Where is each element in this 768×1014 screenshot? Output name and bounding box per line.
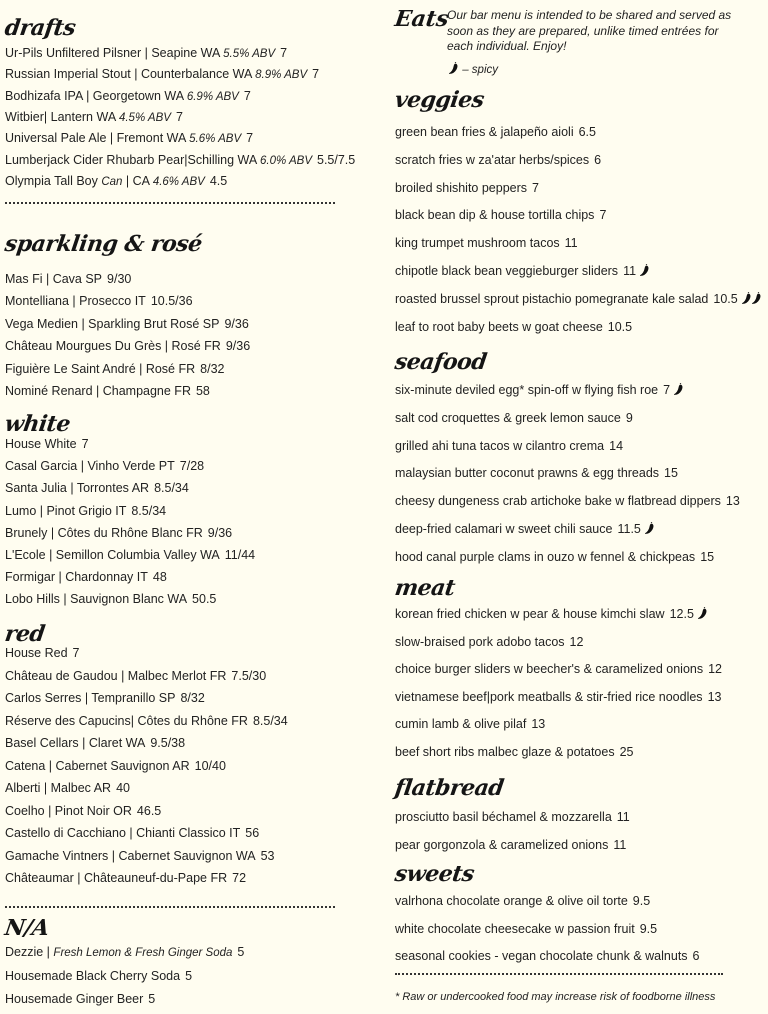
item-name: Olympia Tall Boy: [5, 173, 98, 188]
menu-item: [5, 825, 259, 841]
item-price: 7: [280, 46, 288, 60]
menu-item: [5, 293, 193, 309]
item-name: Lumo | Pinot Grigio IT: [5, 503, 127, 518]
item-price: 56: [245, 826, 260, 840]
item-name: pear gorgonzola & caramelized onions: [395, 837, 609, 852]
item-price: 7: [663, 383, 671, 397]
item-price: 11: [613, 837, 627, 852]
item-name: Vega Medien | Sparkling Brut Rosé SP: [5, 316, 220, 331]
item-name: Carlos Serres | Tempranillo SP: [5, 691, 176, 705]
chili-icon: [674, 383, 684, 395]
divider: [5, 906, 335, 908]
chili-icon: [645, 522, 655, 534]
white-heading: white: [3, 411, 72, 437]
menu-item: [395, 235, 578, 251]
menu-item: [5, 803, 161, 819]
item-name: grilled ahi tuna tacos w cilantro crema: [395, 438, 605, 453]
item-price: 12.5: [669, 607, 694, 621]
item-price: 7: [81, 437, 89, 451]
item-abv: 8.9% ABV: [255, 69, 308, 82]
item-price: 7: [175, 109, 183, 124]
item-price: 7: [72, 646, 80, 660]
item-price: 9/36: [225, 339, 251, 354]
menu-item: [395, 465, 678, 481]
item-price: 7: [532, 180, 539, 195]
item-name: Formigar | Chardonnay IT: [5, 570, 148, 585]
menu-item: [5, 436, 89, 452]
item-price: 9/36: [207, 525, 233, 540]
item-name: Bodhizafa IPA | Georgetown WA: [5, 88, 184, 103]
item-name: Housemade Ginger Beer: [5, 992, 144, 1006]
menu-item: [5, 383, 210, 399]
item-name: Brunely | Côtes du Rhône Blanc FR: [5, 525, 203, 540]
item-name: Mas Fi | Cava SP: [5, 272, 103, 286]
item-name: Housemade Black Cherry Soda: [5, 968, 181, 983]
item-price: 50.5: [192, 592, 217, 607]
item-price: 6.5: [578, 125, 596, 139]
item-abv: 4.5% ABV: [118, 111, 171, 124]
item-name: Coelho | Pinot Noir OR: [5, 803, 132, 818]
item-name: cumin lamb & olive pilaf: [395, 717, 527, 732]
item-name: hood canal purple clams in ouzo w fennel & chickpeas: [395, 549, 696, 564]
menu-item: [395, 410, 633, 426]
item-price: 11/44: [224, 548, 256, 562]
item-price: 15: [700, 549, 715, 564]
item-price: 7/28: [179, 459, 205, 474]
item-name: seasonal cookies - vegan chocolate chunk & walnuts: [395, 949, 688, 963]
item-name: six-minute deviled egg* spin-off w flying fish roe: [395, 383, 659, 397]
item-name: green bean fries & jalapeño aioli: [395, 125, 574, 139]
menu-item: [395, 438, 623, 454]
menu-item: [5, 458, 204, 474]
item-price: 11: [623, 264, 637, 278]
item-name: Château de Gaudou | Malbec Merlot FR: [5, 668, 227, 683]
menu-item: [5, 870, 246, 886]
menu-item: [5, 316, 249, 332]
item-price: 12: [569, 634, 584, 649]
item-price: 6: [594, 152, 602, 167]
item-name: House Red: [5, 646, 68, 660]
item-price: 10/40: [194, 758, 226, 773]
chili-icon: [742, 292, 752, 304]
menu-item: [395, 716, 545, 732]
item-price: 9.5/38: [150, 736, 186, 750]
menu-item: [5, 547, 255, 563]
menu-item: [5, 45, 287, 62]
menu-item: [395, 180, 539, 196]
menu-item: [5, 968, 192, 984]
item-abv: 5.6% ABV: [189, 133, 242, 146]
item-origin: | CA: [122, 173, 150, 188]
menu-item: [5, 525, 232, 541]
menu-item: [395, 124, 596, 140]
menu-item: [395, 319, 632, 335]
meat-heading: meat: [393, 575, 457, 601]
menu-item: [5, 591, 216, 607]
item-name: L'Ecole | Semillon Columbia Valley WA: [5, 548, 220, 562]
menu-item: [395, 291, 762, 307]
item-abv: 4.6% ABV: [152, 175, 205, 188]
menu-item: [5, 109, 183, 126]
allergy-footnote: * Raw or undercooked food may increase risk of foodborne illness: [395, 991, 716, 1003]
chili-icon: [445, 64, 459, 76]
menu-item: [395, 521, 655, 537]
item-name: Russian Imperial Stout | Counterbalance WA: [5, 67, 252, 82]
menu-item: [395, 152, 601, 168]
item-price: 6: [692, 949, 700, 963]
item-name: cheesy dungeness crab artichoke bake w flatbread dippers: [395, 494, 721, 509]
menu-item: [5, 991, 155, 1007]
item-price: 9.5: [632, 894, 651, 908]
item-name: Gamache Vintners | Cabernet Sauvignon WA: [5, 848, 256, 863]
item-price: 13: [531, 717, 546, 732]
item-name: deep-fried calamari w sweet chili sauce: [395, 522, 613, 536]
menu-item: [395, 606, 708, 622]
drafts-heading: drafts: [3, 15, 78, 41]
eats-heading: Eats: [393, 6, 451, 32]
sparkling-heading: sparkling & rosé: [3, 231, 204, 257]
item-name: Lumberjack Cider Rhubarb Pear|Schilling WA: [5, 152, 257, 167]
menu-item: [395, 921, 657, 937]
item-name: malaysian butter coconut prawns & egg threads: [395, 466, 660, 481]
item-name: Basel Cellars | Claret WA: [5, 736, 146, 750]
menu-item: [5, 758, 226, 774]
menu-item: [5, 690, 205, 706]
item-price: 9/36: [224, 316, 249, 331]
item-abv: 5.5% ABV: [223, 48, 276, 60]
menu-item: [5, 569, 167, 585]
menu-item: [395, 809, 630, 825]
menu-item: [5, 338, 250, 354]
menu-item: [5, 480, 189, 496]
item-name: scratch fries w za'atar herbs/spices: [395, 152, 590, 167]
menu-item: [5, 173, 227, 190]
item-name: prosciutto basil béchamel & mozzarella: [395, 810, 612, 824]
item-price: 25: [619, 745, 634, 759]
item-price: 53: [260, 848, 275, 863]
item-name: beef short ribs malbec glaze & potatoes: [395, 745, 615, 759]
item-name: Santa Julia | Torrontes AR: [5, 481, 150, 496]
menu-item: [5, 152, 355, 169]
item-price: 9/30: [107, 272, 132, 286]
item-name: roasted brussel sprout pistachio pomegranate kale salad: [395, 291, 709, 306]
menu-item: [5, 503, 166, 519]
item-name: chipotle black bean veggieburger sliders: [395, 264, 619, 278]
menu-item: [5, 668, 266, 684]
item-price: 5.5/7.5: [317, 152, 356, 167]
item-price: 13: [725, 494, 740, 509]
item-price: 12: [708, 662, 722, 677]
divider: [5, 202, 335, 204]
red-heading: red: [3, 621, 47, 647]
item-price: 7: [312, 67, 320, 82]
item-price: 15: [664, 466, 678, 481]
item-price: 5: [185, 968, 193, 983]
item-price: 14: [609, 438, 624, 453]
item-name: salt cod croquettes & greek lemon sauce: [395, 410, 621, 425]
menu-item: [395, 263, 650, 279]
item-price: 10.5: [713, 291, 738, 306]
item-price: 11: [564, 236, 578, 251]
item-price: 7: [246, 131, 254, 146]
menu-item: [395, 661, 722, 677]
menu-item: [395, 948, 700, 964]
menu-item: [395, 382, 684, 398]
chili-icon: [640, 264, 650, 276]
item-price: 11.5: [617, 522, 641, 536]
item-abv: 6.0% ABV: [260, 154, 312, 167]
menu-item: [395, 493, 740, 509]
item-name: korean fried chicken w pear & house kimchi slaw: [395, 607, 665, 621]
na-heading: N/A: [3, 915, 51, 941]
item-note: Can: [101, 175, 123, 188]
item-name: Catena | Cabernet Sauvignon AR: [5, 758, 190, 773]
item-abv: 6.9% ABV: [186, 90, 239, 103]
item-name: Château Mourgues Du Grès | Rosé FR: [5, 339, 221, 354]
item-name: choice burger sliders w beecher's & caramelized onions: [395, 662, 704, 677]
item-price: 5: [148, 992, 156, 1006]
item-price: 13: [707, 689, 722, 704]
item-price: 8.5/34: [131, 503, 167, 518]
menu-item: [395, 744, 633, 760]
chili-icon: [449, 62, 459, 74]
item-price: 46.5: [136, 803, 162, 818]
chili-icon: [752, 292, 762, 304]
menu-item: [395, 634, 583, 650]
spicy-legend-label: – spicy: [462, 64, 498, 76]
item-price: 10.5: [607, 319, 633, 334]
item-price: 7: [243, 88, 251, 103]
item-price: 7: [599, 208, 607, 223]
veggies-heading: veggies: [393, 87, 486, 113]
item-name: Dezzie |: [5, 945, 50, 959]
item-price: 8.5/34: [252, 713, 288, 728]
item-note: Fresh Lemon & Fresh Ginger Soda: [53, 947, 233, 959]
item-price: 48: [152, 570, 167, 585]
item-name: Universal Pale Ale | Fremont WA: [5, 131, 186, 146]
item-name: Figuière Le Saint André | Rosé FR: [5, 361, 196, 376]
menu-intro: Our bar menu is intended to be shared and served as soon as they are prepared, unlike timed entrées for each individual. Enjoy!: [447, 8, 732, 53]
item-price: 7.5/30: [231, 668, 267, 683]
item-name: king trumpet mushroom tacos: [395, 236, 560, 251]
menu-item: [5, 88, 251, 105]
item-price: 11: [616, 810, 630, 824]
menu-item: [5, 271, 131, 287]
item-name: leaf to root baby beets w goat cheese: [395, 319, 603, 334]
item-name: Ur-Pils Unfiltered Pilsner | Seapine WA: [5, 46, 220, 60]
item-price: 10.5/36: [150, 294, 193, 309]
menu-item: [395, 893, 650, 909]
item-price: 40: [116, 781, 130, 795]
menu-item: [5, 130, 253, 147]
menu-item: [5, 645, 80, 661]
menu-item: [5, 66, 319, 83]
menu-item: [5, 361, 225, 377]
item-price: 5: [237, 945, 245, 959]
item-name: Witbier| Lantern WA: [5, 109, 116, 124]
item-price: 8.5/34: [154, 481, 189, 496]
menu-item: [5, 713, 288, 729]
item-name: slow-braised pork adobo tacos: [395, 634, 565, 649]
item-price: 58: [195, 384, 210, 398]
flatbread-heading: flatbread: [393, 775, 506, 801]
menu-item: [5, 848, 275, 864]
item-name: Castello di Cacchiano | Chianti Classico IT: [5, 826, 241, 840]
item-price: 8/32: [200, 361, 225, 376]
item-name: Montelliana | Prosecco IT: [5, 294, 146, 309]
item-price: 4.5: [209, 173, 228, 188]
menu-item: [395, 549, 714, 565]
item-price: 72: [232, 871, 247, 885]
menu-item: [395, 837, 626, 853]
item-name: white chocolate cheesecake w passion fruit: [395, 921, 635, 936]
item-name: broiled shishito peppers: [395, 180, 528, 195]
item-price: 9: [625, 410, 633, 425]
divider: [395, 973, 723, 975]
chili-icon: [698, 607, 708, 619]
spicy-legend: [445, 62, 498, 76]
menu-item: [395, 689, 721, 705]
item-price: 9.5: [639, 921, 658, 936]
item-name: black bean dip & house tortilla chips: [395, 208, 595, 223]
item-name: Châteaumar | Châteauneuf-du-Pape FR: [5, 871, 228, 885]
item-name: valrhona chocolate orange & olive oil torte: [395, 894, 628, 908]
item-name: vietnamese beef|pork meatballs & stir-fried rice noodles: [395, 689, 703, 704]
seafood-heading: seafood: [393, 349, 489, 375]
item-name: Alberti | Malbec AR: [5, 781, 112, 795]
item-name: House White: [5, 437, 77, 451]
menu-item: [5, 735, 185, 751]
item-name: Casal Garcia | Vinho Verde PT: [5, 459, 175, 474]
sweets-heading: sweets: [393, 861, 476, 887]
item-name: Lobo Hills | Sauvignon Blanc WA: [5, 592, 188, 607]
item-price: 8/32: [180, 691, 205, 705]
menu-item: [5, 780, 130, 796]
menu-item: [395, 207, 606, 223]
item-name: Réserve des Capucins| Côtes du Rhône FR: [5, 713, 248, 728]
menu-item: [5, 944, 244, 961]
item-name: Nominé Renard | Champagne FR: [5, 384, 191, 398]
